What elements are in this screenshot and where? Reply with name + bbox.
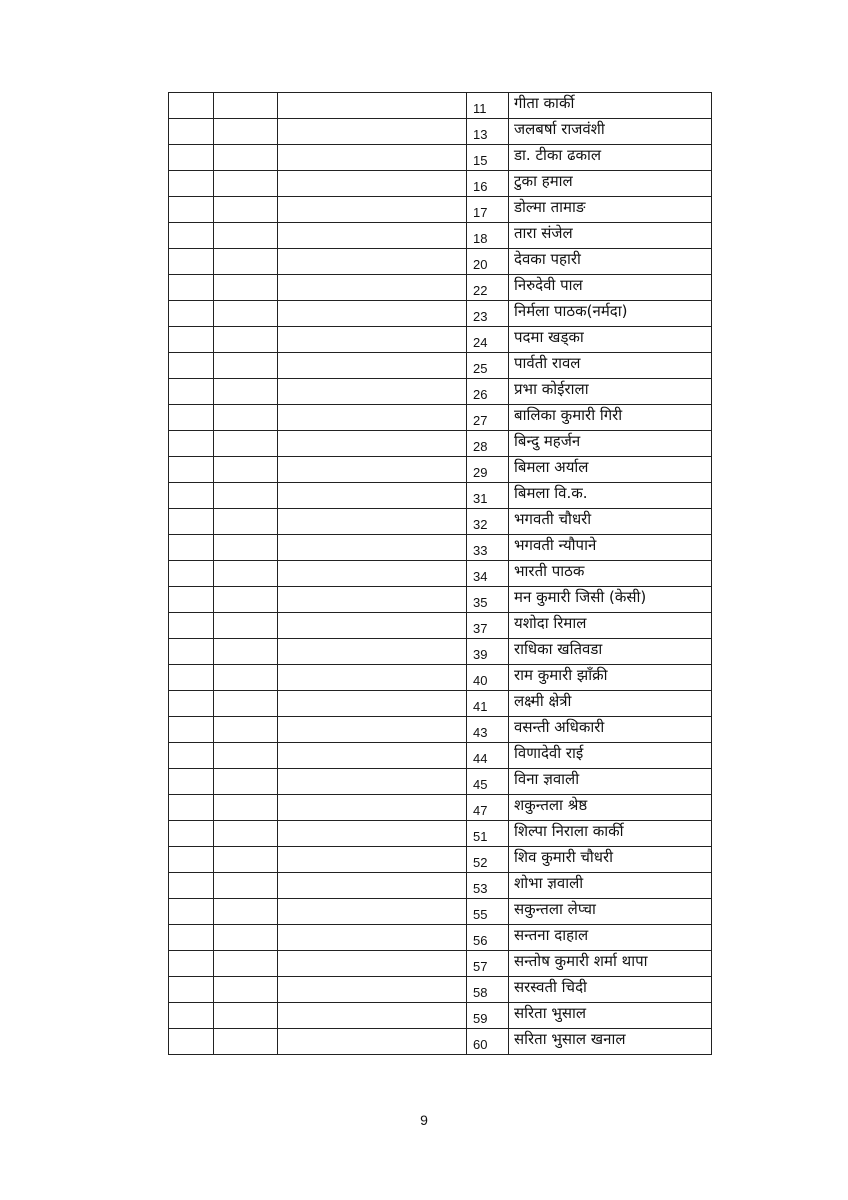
member-name-cell: डोल्मा तामाङ [509, 197, 712, 223]
empty-cell [169, 665, 214, 691]
empty-cell [169, 847, 214, 873]
empty-cell [214, 405, 278, 431]
member-name-cell: राधिका खतिवडा [509, 639, 712, 665]
serial-number-cell: 27 [467, 405, 509, 431]
empty-cell [169, 925, 214, 951]
member-name-cell: पार्वती रावल [509, 353, 712, 379]
empty-cell [214, 275, 278, 301]
empty-cell [214, 613, 278, 639]
empty-cell [278, 899, 467, 925]
empty-cell [278, 717, 467, 743]
member-name-cell: प्रभा कोईराला [509, 379, 712, 405]
empty-cell [214, 925, 278, 951]
empty-cell [278, 873, 467, 899]
table-row [169, 431, 712, 457]
member-name-cell: निरुदेवी पाल [509, 275, 712, 301]
member-name-cell: शोभा ज्ञवाली [509, 873, 712, 899]
empty-cell [169, 1003, 214, 1029]
serial-number-cell: 51 [467, 821, 509, 847]
serial-number-cell: 33 [467, 535, 509, 561]
serial-number-cell: 47 [467, 795, 509, 821]
empty-cell [278, 483, 467, 509]
empty-cell [169, 353, 214, 379]
member-name-cell: सरस्वती चिदी [509, 977, 712, 1003]
serial-number-cell: 40 [467, 665, 509, 691]
table-row [169, 1003, 712, 1029]
member-name-cell: बिमला अर्याल [509, 457, 712, 483]
empty-cell [169, 171, 214, 197]
serial-number-cell: 53 [467, 873, 509, 899]
serial-number-cell: 32 [467, 509, 509, 535]
member-name-cell: देवका पहारी [509, 249, 712, 275]
table-row [169, 1029, 712, 1055]
empty-cell [169, 717, 214, 743]
empty-cell [169, 145, 214, 171]
empty-cell [214, 847, 278, 873]
empty-cell [214, 691, 278, 717]
empty-cell [278, 1029, 467, 1055]
serial-number-cell: 11 [467, 93, 509, 119]
empty-cell [278, 223, 467, 249]
empty-cell [278, 821, 467, 847]
empty-cell [169, 379, 214, 405]
serial-number-cell: 24 [467, 327, 509, 353]
serial-number-cell: 43 [467, 717, 509, 743]
serial-number-cell: 57 [467, 951, 509, 977]
member-name-cell: वसन्ती अधिकारी [509, 717, 712, 743]
member-name-cell: शिल्पा निराला कार्की [509, 821, 712, 847]
empty-cell [169, 743, 214, 769]
empty-cell [169, 977, 214, 1003]
empty-cell [214, 327, 278, 353]
member-name-cell: डा. टीका ढकाल [509, 145, 712, 171]
serial-number-cell: 45 [467, 769, 509, 795]
table-row [169, 171, 712, 197]
serial-number-cell: 39 [467, 639, 509, 665]
serial-number-cell: 44 [467, 743, 509, 769]
table-row [169, 847, 712, 873]
table-row [169, 301, 712, 327]
empty-cell [214, 145, 278, 171]
empty-cell [278, 639, 467, 665]
serial-number-cell: 35 [467, 587, 509, 613]
member-name-cell: निर्मला पाठक(नर्मदा) [509, 301, 712, 327]
member-name-cell: सरिता भुसाल [509, 1003, 712, 1029]
table-row [169, 275, 712, 301]
table-row [169, 327, 712, 353]
empty-cell [169, 769, 214, 795]
empty-cell [214, 301, 278, 327]
empty-cell [169, 223, 214, 249]
empty-cell [214, 93, 278, 119]
empty-cell [278, 197, 467, 223]
table-row [169, 353, 712, 379]
empty-cell [278, 379, 467, 405]
table-row [169, 145, 712, 171]
empty-cell [169, 561, 214, 587]
empty-cell [278, 353, 467, 379]
serial-number-cell: 60 [467, 1029, 509, 1055]
empty-cell [169, 457, 214, 483]
empty-cell [278, 847, 467, 873]
empty-cell [169, 691, 214, 717]
empty-cell [169, 93, 214, 119]
member-name-cell: भारती पाठक [509, 561, 712, 587]
empty-cell [169, 639, 214, 665]
table-row [169, 977, 712, 1003]
member-name-cell: सरिता भुसाल खनाल [509, 1029, 712, 1055]
serial-number-cell: 16 [467, 171, 509, 197]
serial-number-cell: 58 [467, 977, 509, 1003]
table-row [169, 717, 712, 743]
empty-cell [214, 587, 278, 613]
empty-cell [278, 405, 467, 431]
empty-cell [214, 769, 278, 795]
empty-cell [214, 223, 278, 249]
table-row [169, 639, 712, 665]
member-name-cell: तारा संजेल [509, 223, 712, 249]
empty-cell [214, 795, 278, 821]
empty-cell [278, 561, 467, 587]
empty-cell [169, 327, 214, 353]
empty-cell [169, 301, 214, 327]
empty-cell [278, 691, 467, 717]
empty-cell [278, 249, 467, 275]
table-row [169, 93, 712, 119]
member-name-cell: पदमा खड्का [509, 327, 712, 353]
table-row [169, 535, 712, 561]
table-row [169, 769, 712, 795]
table-row [169, 249, 712, 275]
empty-cell [214, 249, 278, 275]
empty-cell [278, 769, 467, 795]
serial-number-cell: 22 [467, 275, 509, 301]
member-table [168, 92, 712, 1055]
empty-cell [169, 509, 214, 535]
table-row [169, 197, 712, 223]
table-row [169, 691, 712, 717]
member-name-cell: राम कुमारी झाँक्री [509, 665, 712, 691]
serial-number-cell: 28 [467, 431, 509, 457]
empty-cell [169, 275, 214, 301]
empty-cell [278, 301, 467, 327]
table-row [169, 899, 712, 925]
member-name-cell: सन्तना दाहाल [509, 925, 712, 951]
serial-number-cell: 55 [467, 899, 509, 925]
member-name-cell: सन्तोष कुमारी शर्मा थापा [509, 951, 712, 977]
empty-cell [169, 483, 214, 509]
empty-cell [169, 951, 214, 977]
serial-number-cell: 59 [467, 1003, 509, 1029]
empty-cell [169, 899, 214, 925]
empty-cell [214, 561, 278, 587]
empty-cell [278, 795, 467, 821]
serial-number-cell: 23 [467, 301, 509, 327]
serial-number-cell: 34 [467, 561, 509, 587]
table-row [169, 405, 712, 431]
empty-cell [214, 665, 278, 691]
serial-number-cell: 18 [467, 223, 509, 249]
empty-cell [214, 717, 278, 743]
empty-cell [214, 951, 278, 977]
table-row [169, 613, 712, 639]
serial-number-cell: 13 [467, 119, 509, 145]
empty-cell [278, 925, 467, 951]
empty-cell [214, 535, 278, 561]
member-name-cell: मन कुमारी जिसी (केसी) [509, 587, 712, 613]
table-row [169, 587, 712, 613]
serial-number-cell: 15 [467, 145, 509, 171]
empty-cell [169, 431, 214, 457]
empty-cell [214, 509, 278, 535]
empty-cell [214, 1029, 278, 1055]
empty-cell [278, 1003, 467, 1029]
empty-cell [278, 587, 467, 613]
empty-cell [214, 1003, 278, 1029]
empty-cell [169, 795, 214, 821]
empty-cell [278, 431, 467, 457]
member-name-cell: बिमला वि.क. [509, 483, 712, 509]
empty-cell [169, 613, 214, 639]
member-name-cell: शकुन्तला श्रेष्ठ [509, 795, 712, 821]
empty-cell [214, 431, 278, 457]
serial-number-cell: 41 [467, 691, 509, 717]
empty-cell [214, 743, 278, 769]
empty-cell [169, 535, 214, 561]
table-row [169, 743, 712, 769]
table-row [169, 457, 712, 483]
empty-cell [278, 93, 467, 119]
empty-cell [214, 639, 278, 665]
empty-cell [169, 405, 214, 431]
member-name-cell: भगवती न्यौपाने [509, 535, 712, 561]
empty-cell [278, 119, 467, 145]
member-name-cell: बिन्दु महर्जन [509, 431, 712, 457]
empty-cell [214, 483, 278, 509]
serial-number-cell: 52 [467, 847, 509, 873]
empty-cell [169, 249, 214, 275]
empty-cell [278, 613, 467, 639]
empty-cell [278, 275, 467, 301]
serial-number-cell: 20 [467, 249, 509, 275]
empty-cell [278, 457, 467, 483]
member-table-body [169, 93, 712, 1055]
table-row [169, 223, 712, 249]
empty-cell [169, 587, 214, 613]
serial-number-cell: 26 [467, 379, 509, 405]
table-row [169, 873, 712, 899]
member-name-cell: सकुन्तला लेप्चा [509, 899, 712, 925]
table-row [169, 483, 712, 509]
member-name-cell: जलबर्षा राजवंशी [509, 119, 712, 145]
empty-cell [278, 509, 467, 535]
table-row [169, 379, 712, 405]
serial-number-cell: 37 [467, 613, 509, 639]
empty-cell [278, 743, 467, 769]
table-row [169, 119, 712, 145]
empty-cell [214, 379, 278, 405]
empty-cell [278, 171, 467, 197]
member-name-cell: शिव कुमारी चौधरी [509, 847, 712, 873]
member-name-cell: भगवती चौधरी [509, 509, 712, 535]
empty-cell [278, 327, 467, 353]
empty-cell [278, 145, 467, 171]
empty-cell [214, 977, 278, 1003]
empty-cell [169, 197, 214, 223]
member-name-cell: बालिका कुमारी गिरी [509, 405, 712, 431]
empty-cell [214, 353, 278, 379]
table-row [169, 561, 712, 587]
table-row [169, 821, 712, 847]
empty-cell [214, 197, 278, 223]
empty-cell [214, 119, 278, 145]
table-row [169, 925, 712, 951]
empty-cell [214, 171, 278, 197]
serial-number-cell: 31 [467, 483, 509, 509]
empty-cell [278, 951, 467, 977]
serial-number-cell: 29 [467, 457, 509, 483]
empty-cell [278, 535, 467, 561]
table-row [169, 795, 712, 821]
member-name-cell: यशोदा रिमाल [509, 613, 712, 639]
table-row [169, 509, 712, 535]
table-row [169, 665, 712, 691]
member-name-cell: विना ज्ञवाली [509, 769, 712, 795]
empty-cell [278, 977, 467, 1003]
empty-cell [169, 119, 214, 145]
member-name-cell: गीता कार्की [509, 93, 712, 119]
serial-number-cell: 17 [467, 197, 509, 223]
empty-cell [214, 457, 278, 483]
member-name-cell: टुका हमाल [509, 171, 712, 197]
empty-cell [214, 899, 278, 925]
table-row [169, 951, 712, 977]
empty-cell [214, 873, 278, 899]
serial-number-cell: 56 [467, 925, 509, 951]
empty-cell [169, 821, 214, 847]
member-name-cell: लक्ष्मी क्षेत्री [509, 691, 712, 717]
page-number: 9 [420, 1112, 428, 1128]
empty-cell [169, 873, 214, 899]
empty-cell [214, 821, 278, 847]
member-name-cell: विणादेवी राई [509, 743, 712, 769]
empty-cell [169, 1029, 214, 1055]
serial-number-cell: 25 [467, 353, 509, 379]
empty-cell [278, 665, 467, 691]
